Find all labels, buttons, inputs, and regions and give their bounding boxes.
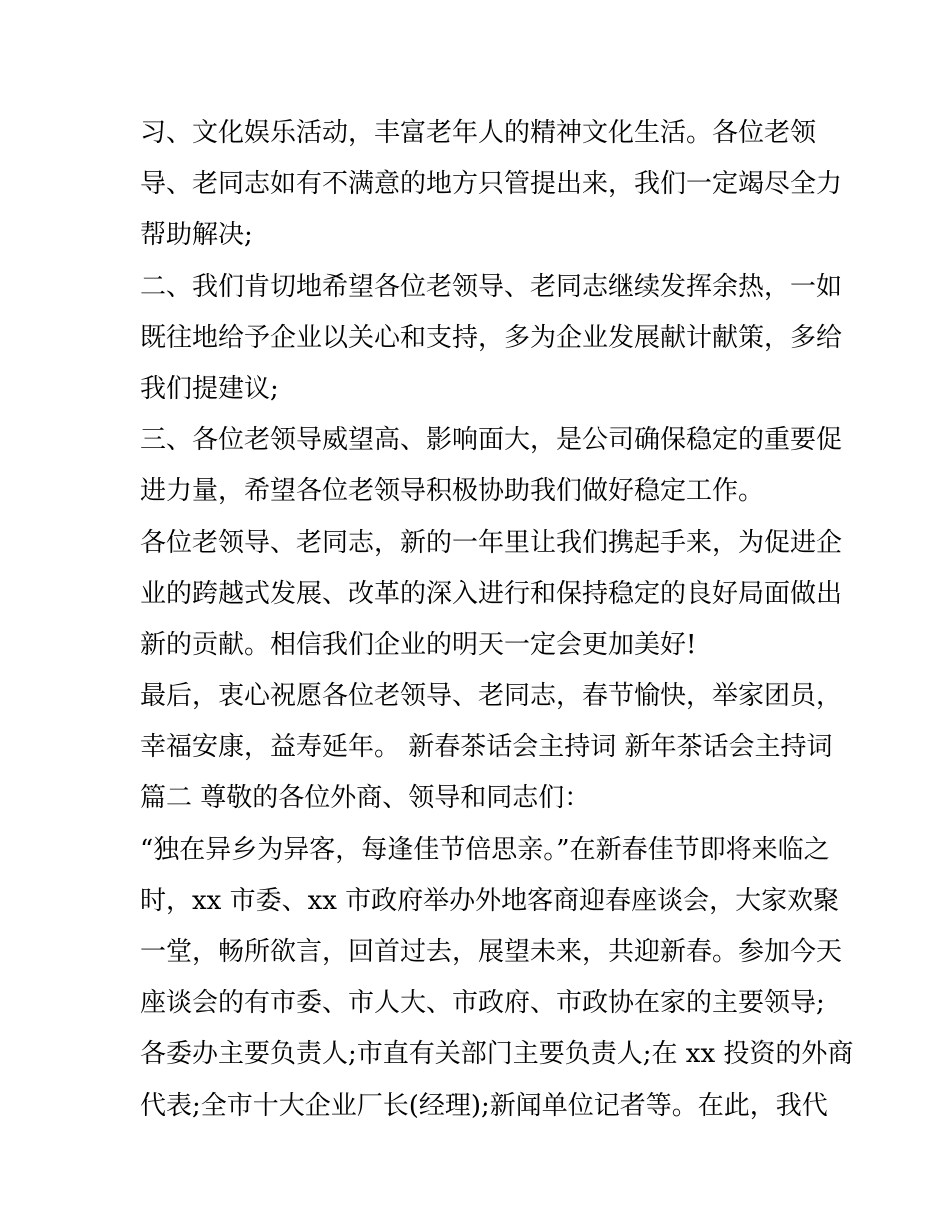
text-line: 进力量，希望各位老领导积极协助我们做好稳定工作。	[140, 476, 765, 507]
text-line: “独在异乡为异客，每逢佳节倍思亲。”在新春佳节即将来临之	[140, 834, 830, 865]
text-line: 新的贡献。相信我们企业的明天一定会更加美好!	[140, 629, 697, 660]
text-line: 时，xx 市委、xx 市政府举办外地客商迎春座谈会，大家欢聚	[140, 885, 840, 916]
text-line: 篇二 尊敬的各位外商、领导和同志们：	[140, 783, 591, 814]
document-body	[140, 108, 854, 1132]
text-line: 业的跨越式发展、改革的深入进行和保持稳定的良好局面做出	[140, 578, 843, 609]
text-line: 既往地给予企业以关心和支持，多为企业发展献计献策，多给	[140, 322, 843, 353]
text-line: 座谈会的有市委、市人大、市政府、市政协在家的主要领导;	[140, 988, 825, 1019]
text-line: 代表;全市十大企业厂长(经理);新闻单位记者等。在此，我代	[140, 1090, 828, 1121]
text-line: 幸福安康，益寿延年。 新春茶话会主持词 新年茶话会主持词	[140, 732, 833, 763]
text-line: 我们提建议;	[140, 373, 279, 404]
text-line: 各位老领导、老同志，新的一年里让我们携起手来，为促进企	[140, 527, 843, 558]
text-line: 各委办主要负责人;市直有关部门主要负责人;在 xx 投资的外商	[140, 1039, 854, 1070]
text-line: 最后，衷心祝愿各位老领导、老同志，春节愉快，举家团员，	[140, 681, 843, 712]
text-line: 一堂，畅所欲言，回首过去，展望未来，共迎新春。参加今天	[140, 937, 843, 967]
text-line: 导、老同志如有不满意的地方只管提出来，我们一定竭尽全力	[140, 169, 843, 200]
text-line: 习、文化娱乐活动，丰富老年人的精神文化生活。各位老领	[140, 118, 817, 148]
text-line: 帮助解决;	[140, 220, 253, 251]
text-line: 三、各位老领导威望高、影响面大，是公司确保稳定的重要促	[140, 425, 843, 456]
text-line: 二、我们肯切地希望各位老领导、老同志继续发挥余热，一如	[140, 271, 843, 302]
